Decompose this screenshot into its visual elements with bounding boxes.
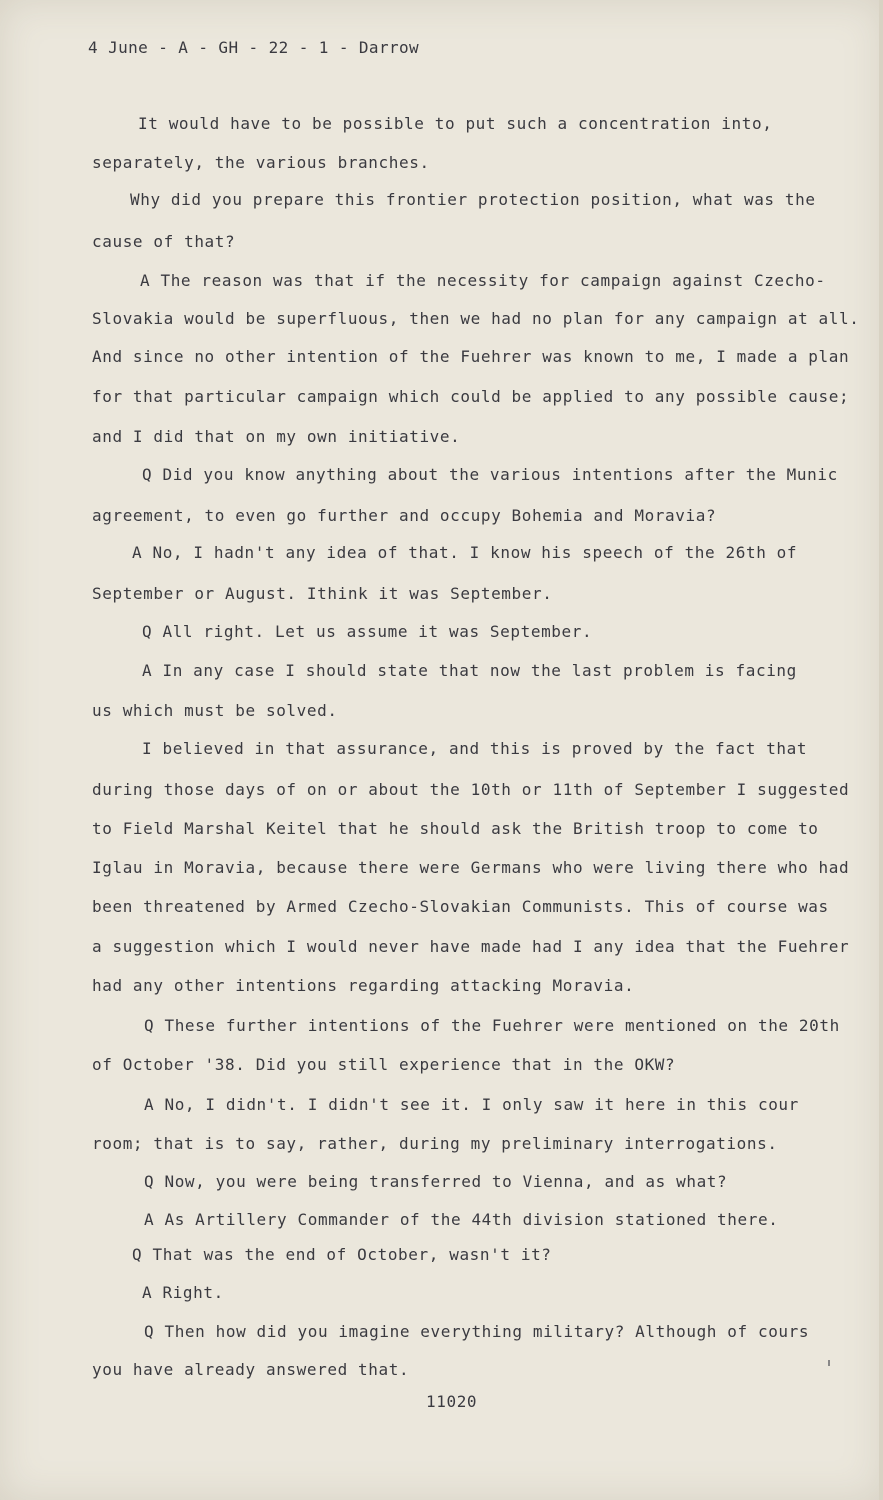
text-line: a suggestion which I would never have made had I any idea that the Fuehrer <box>92 937 850 956</box>
text-line: Why did you prepare this frontier protection position, what was the <box>130 190 816 209</box>
text-line: A No, I hadn't any idea of that. I know his speech of the 26th of <box>132 543 798 562</box>
text-line: of October '38. Did you still experience that in the OKW? <box>92 1055 676 1074</box>
text-line: cause of that? <box>92 232 236 251</box>
text-line: us which must be solved. <box>92 701 338 720</box>
text-line: room; that is to say, rather, during my preliminary interrogations. <box>92 1134 778 1153</box>
text-line: during those days of on or about the 10th or 11th of September I suggested <box>92 780 850 799</box>
text-line: It would have to be possible to put such a concentration into, <box>138 114 773 133</box>
text-line: Q Now, you were being transferred to Vienna, and as what? <box>144 1172 728 1191</box>
text-line: September or August. Ithink it was September. <box>92 584 553 603</box>
text-line: and I did that on my own initiative. <box>92 427 461 446</box>
text-line: Slovakia would be superfluous, then we had no plan for any campaign at all. <box>92 309 860 328</box>
text-line: Q Then how did you imagine everything military? Although of cours <box>144 1322 810 1341</box>
text-line: you have already answered that. <box>92 1360 410 1379</box>
page-edge <box>879 0 883 1500</box>
text-line: A In any case I should state that now the last problem is facing <box>142 661 797 680</box>
text-line: separately, the various branches. <box>92 153 430 172</box>
text-line: I believed in that assurance, and this is proved by the fact that <box>142 739 808 758</box>
text-line: Iglau in Moravia, because there were Germans who were living there who had <box>92 858 850 877</box>
text-line: been threatened by Armed Czecho-Slovakian Communists. This of course was <box>92 897 829 916</box>
margin-mark <box>828 1360 830 1366</box>
text-line: Q All right. Let us assume it was September. <box>142 622 593 641</box>
text-line: A No, I didn't. I didn't see it. I only saw it here in this cour <box>144 1095 799 1114</box>
text-line: to Field Marshal Keitel that he should ask the British troop to come to <box>92 819 819 838</box>
text-line: Q These further intentions of the Fuehrer were mentioned on the 20th <box>144 1016 840 1035</box>
text-line: And since no other intention of the Fuehrer was known to me, I made a plan <box>92 347 850 366</box>
text-line: A The reason was that if the necessity for campaign against Czecho- <box>140 271 826 290</box>
page-number: 11020 <box>426 1392 478 1411</box>
text-line: A Right. <box>142 1283 224 1302</box>
text-line: agreement, to even go further and occupy Bohemia and Moravia? <box>92 506 717 525</box>
text-line: A As Artillery Commander of the 44th division stationed there. <box>144 1210 779 1229</box>
text-line: Q That was the end of October, wasn't it? <box>132 1245 552 1264</box>
text-line: had any other intentions regarding attacking Moravia. <box>92 976 635 995</box>
text-line: for that particular campaign which could be applied to any possible cause; <box>92 387 850 406</box>
text-line: Q Did you know anything about the various intentions after the Munic <box>142 465 838 484</box>
page-header: 4 June - A - GH - 22 - 1 - Darrow <box>88 38 420 57</box>
